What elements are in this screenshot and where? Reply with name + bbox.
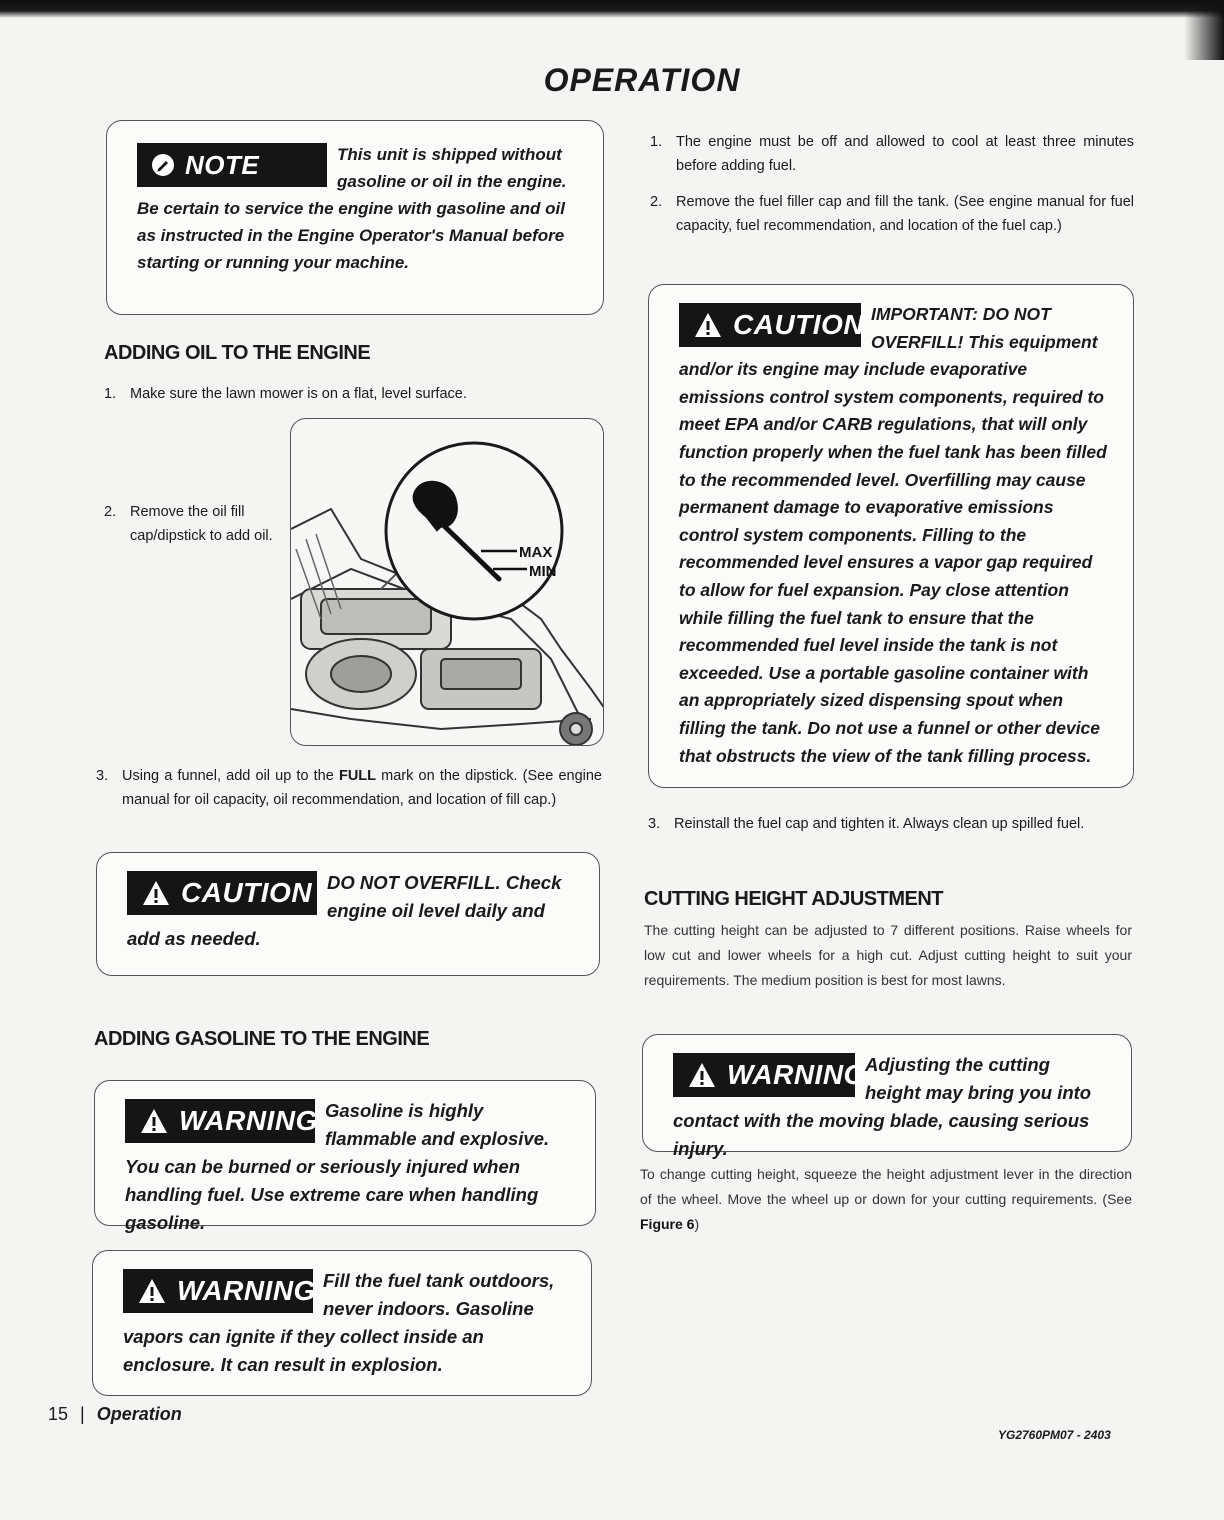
cutting-height-paragraph-2	[640, 1162, 1132, 1237]
figure-6-reference[interactable]: Figure 6	[640, 1216, 695, 1232]
min-label: MIN	[529, 563, 557, 580]
gas-section-heading: ADDING GASOLINE TO THE ENGINE	[94, 1028, 430, 1050]
page-top-edge	[0, 0, 1224, 18]
footer-separator: |	[80, 1404, 85, 1424]
oil-section-heading: ADDING OIL TO THE ENGINE	[104, 342, 371, 364]
cutting-height-paragraph-1: The cutting height can be adjusted to 7 different positions. Raise wheels for low cut and lower wheels for a high cut. Adjust cutting height to suit your requirements. The medium position is best for most lawns.	[644, 922, 1132, 988]
note-text: This unit is shipped without gasoline or oil in the engine. Be certain to service the engine with gasoline and oil as instructed in the Engine Operator's Manual before starting or running your machine.	[137, 145, 567, 272]
gas-warning-2-text: Fill the fuel tank outdoors, never indoors. Gasoline vapors can ignite if they collect inside an enclosure. It can result in explosion.	[123, 1270, 555, 1375]
gas-warning-1-badge	[125, 1099, 318, 1143]
oil-step-3-text-post: mark on the dipstick. (See engine manual for oil capacity, oil recommendation, and location of fill cap.)	[122, 768, 602, 808]
oil-step-2-number: 2.	[104, 504, 117, 520]
oil-step-2	[104, 500, 288, 548]
fuel-step-2-number: 2.	[650, 194, 663, 210]
fuel-step-1-text: The engine must be off and allowed to cool at least three minutes before adding fuel.	[676, 134, 1134, 174]
oil-step-1	[104, 382, 604, 406]
oil-step-2-text: Remove the oil fill cap/dipstick to add oil.	[130, 504, 273, 544]
fuel-caution-badge-label: CAUTION	[733, 309, 865, 340]
oil-caution-box	[96, 852, 600, 976]
oil-caution-badge	[127, 871, 317, 915]
note-box	[106, 120, 604, 315]
max-label: MAX	[519, 544, 553, 561]
cutting-warning-box	[642, 1034, 1132, 1159]
oil-step-1-number: 1.	[104, 386, 117, 402]
footer-section-name: Operation	[96, 1404, 182, 1424]
fuel-step-2-text: Remove the fuel filler cap and fill the tank. (See engine manual for fuel capacity, fuel recommendation, and location of the fuel cap.)	[676, 194, 1134, 234]
fuel-step-2	[650, 190, 1134, 238]
fuel-step-3-text: Reinstall the fuel cap and tighten it. Always clean up spilled fuel.	[674, 816, 1085, 832]
warning-triangle-icon	[137, 1277, 167, 1305]
fuel-caution-box	[648, 284, 1134, 788]
oil-caution-badge-label: CAUTION	[181, 877, 313, 908]
document-code: YG2760PM07 - 2403	[998, 1428, 1111, 1442]
gas-warning-2-badge	[123, 1269, 316, 1313]
cutting-para-2-text-pre: To change cutting height, squeeze the height adjustment lever in the direction of the wheel. Move the wheel up or down for your cutting requirements. (See	[640, 1166, 1132, 1207]
note-pencil-icon	[151, 153, 175, 177]
cutting-height-heading: CUTTING HEIGHT ADJUSTMENT	[644, 888, 943, 910]
gas-warning-2-badge-label: WARNING	[177, 1275, 316, 1306]
page-corner-shadow	[1184, 0, 1224, 60]
page-number: 15	[48, 1404, 69, 1424]
note-badge	[137, 143, 327, 187]
warning-triangle-icon	[141, 879, 171, 907]
oil-step-3-number: 3.	[96, 768, 109, 784]
note-badge-label: NOTE	[185, 149, 260, 180]
oil-step-1-text: Make sure the lawn mower is on a flat, level surface.	[130, 386, 467, 402]
fuel-step-3-number: 3.	[648, 816, 661, 832]
fuel-caution-text: IMPORTANT: DO NOT OVERFILL! This equipment and/or its engine may include evaporative emissions control system components, required to meet EPA and/or CARB regulations, that will only function properly when the fuel tank has been filled to the recommended level. Overfilling may cause permanent damage to evaporative emissions control system components. Filling to the recommended level ensures a vapor gap required to allow for fuel expansion. Pay close attention while filling the fuel tank to ensure that the recommended fuel level inside the tank is not exceeded. Use a portable gasoline container with an appropriately sized dispensing spout when filling the tank. Do not use a funnel or other device that obstructs the view of the tank filling process.	[679, 304, 1107, 766]
gas-warning-1-badge-label: WARNING	[179, 1105, 318, 1136]
fuel-step-1	[650, 130, 1134, 178]
warning-triangle-icon	[687, 1061, 717, 1089]
gas-warning-box-2	[92, 1250, 592, 1396]
cutting-para-2-text-post: )	[694, 1216, 700, 1232]
warning-triangle-icon	[693, 311, 723, 339]
oil-step-3-full-mark: FULL	[338, 768, 377, 784]
cutting-warning-badge	[673, 1053, 866, 1097]
oil-step-3-content	[122, 764, 602, 812]
cutting-warning-badge-label: WARNING	[727, 1059, 866, 1090]
page-footer	[48, 1404, 182, 1425]
fuel-caution-badge	[679, 303, 865, 347]
cutting-warning-text: Adjusting the cutting height may bring you into contact with the moving blade, causing serious injury.	[673, 1054, 1092, 1159]
oil-caution-text: DO NOT OVERFILL. Check engine oil level daily and add as needed.	[127, 872, 562, 949]
gas-warning-1-text: Gasoline is highly flammable and explosive. You can be burned or seriously injured when handling fuel. Use extreme care when handling gasoline.	[125, 1100, 550, 1233]
warning-triangle-icon	[139, 1107, 169, 1135]
oil-step-3-text-pre: Using a funnel, add oil up to the	[122, 768, 339, 784]
page-title: OPERATION	[543, 62, 741, 98]
gas-warning-box-1	[94, 1080, 596, 1233]
oil-step-3	[96, 764, 602, 812]
dipstick-figure	[290, 418, 604, 746]
fuel-step-1-number: 1.	[650, 134, 663, 150]
fuel-step-3	[648, 812, 1134, 836]
lawn-mower-illustration	[291, 419, 604, 746]
